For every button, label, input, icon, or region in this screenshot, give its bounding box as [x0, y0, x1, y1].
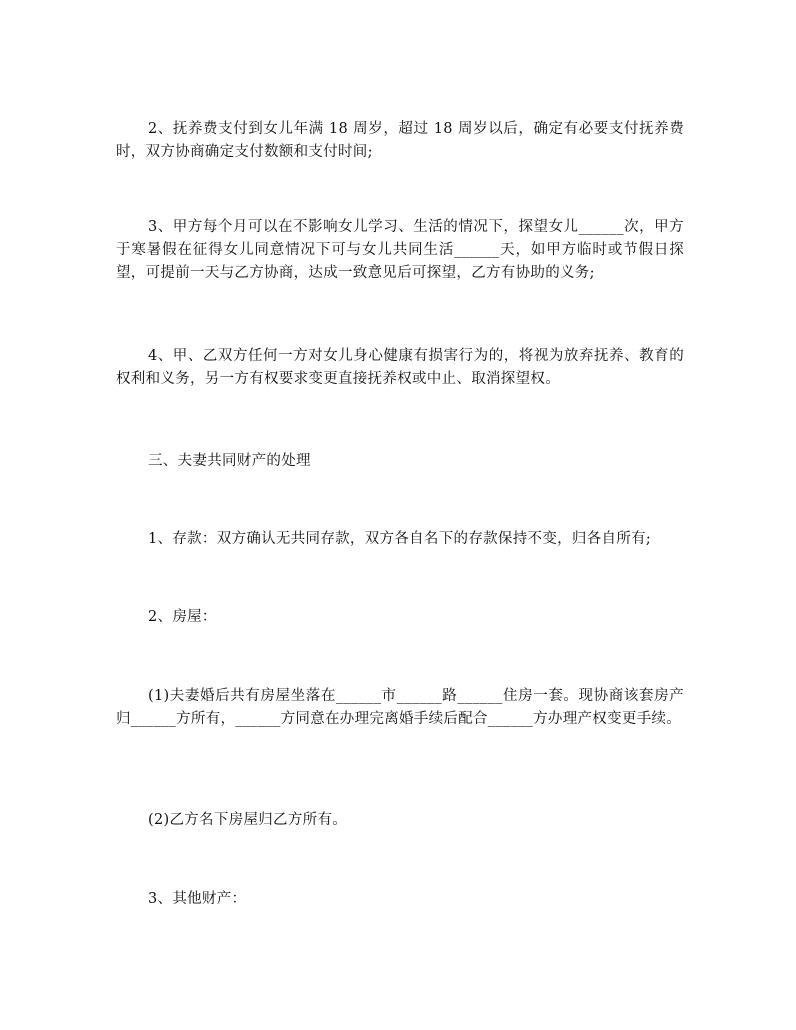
paragraph-harm-clause: 4、甲、乙双方任何一方对女儿身心健康有损害行为的，将视为放弃抚养、教育的权利和义务，另一方有权要求变更直接抚养权或中止、取消探望权。: [116, 348, 684, 387]
paragraph-party-b-house: (2)乙方名下房屋归乙方所有。: [148, 812, 348, 828]
paragraph-housing-heading: 2、房屋：: [148, 609, 217, 625]
paragraph-child-support-term: 2、抚养费支付到女儿年满 18 周岁，超过 18 周岁以后，确定有必要支付抚养费时，双方协商确定支付数额和支付时间;: [116, 121, 684, 160]
paragraph-shared-house: (1)夫妻婚后共有房屋坐落在______市______路______住房一套。现协商该套房产归______方所有，______方同意在办理完离婚手续后配合______方办理产权变更手续。: [116, 688, 684, 727]
paragraph-other-property: 3、其他财产：: [148, 891, 247, 907]
section-heading-joint-property: 三、夫妻共同财产的处理: [148, 453, 311, 469]
paragraph-deposits: 1、存款：双方确认无共同存款，双方各自名下的存款保持不变，归各自所有;: [148, 531, 652, 547]
paragraph-visitation-rights: 3、甲方每个月可以在不影响女儿学习、生活的情况下，探望女儿______次，甲方于寒暑假在征得女儿同意情况下可与女儿共同生活______天，如甲方临时或节假日探望，可提前一天与乙方协商，达成一致意见后可探望，乙方有协助的义务;: [116, 219, 684, 281]
